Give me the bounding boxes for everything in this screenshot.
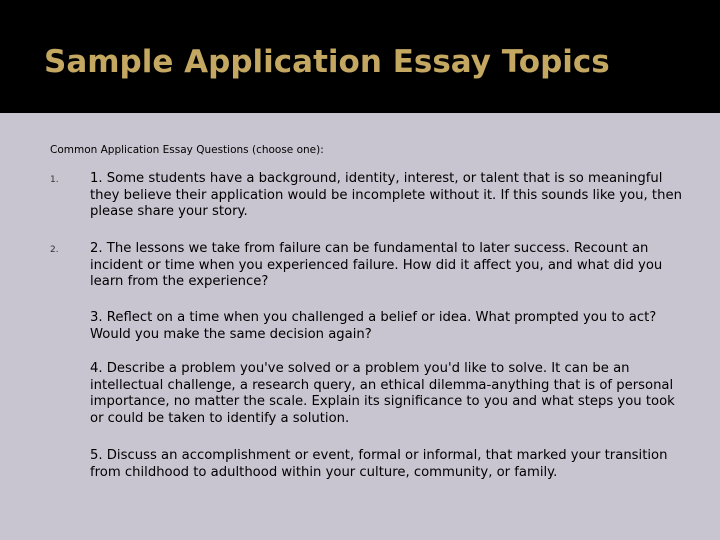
title-bar [0,0,720,113]
slide-body [0,113,720,540]
list-item: 5. Discuss an accomplishment or event, formal or informal, that marked your transition from childhood to adulthood within your culture, community, or family. [90,448,668,480]
list-item: 3. Reflect on a time when you challenged a belief or idea. What prompted you to act? Would you make the same decision again? [90,310,657,342]
list-item-number: 1. [50,175,59,185]
list-item: 4. Describe a problem you've solved or a problem you'd like to solve. It can be an intellectual challenge, a research query, an ethical dilemma-anything that is of personal importance, no matter the scale. Explain its significance to you and what steps you took or could be taken to identify a solution. [90,361,675,426]
list-item: 2. The lessons we take from failure can be fundamental to later success. Recount an incident or time when you experienced failure. How did it affect you, and what did you learn from the experience? [90,241,663,289]
list-item-number: 2. [50,245,59,255]
list-item: 1. Some students have a background, identity, interest, or talent that is so meaningful they believe their application would be incomplete without it. If this sounds like you, then please share your story. [90,171,682,219]
intro-text: Common Application Essay Questions (choose one): [50,144,324,156]
slide-title: Sample Application Essay Topics [44,44,610,80]
